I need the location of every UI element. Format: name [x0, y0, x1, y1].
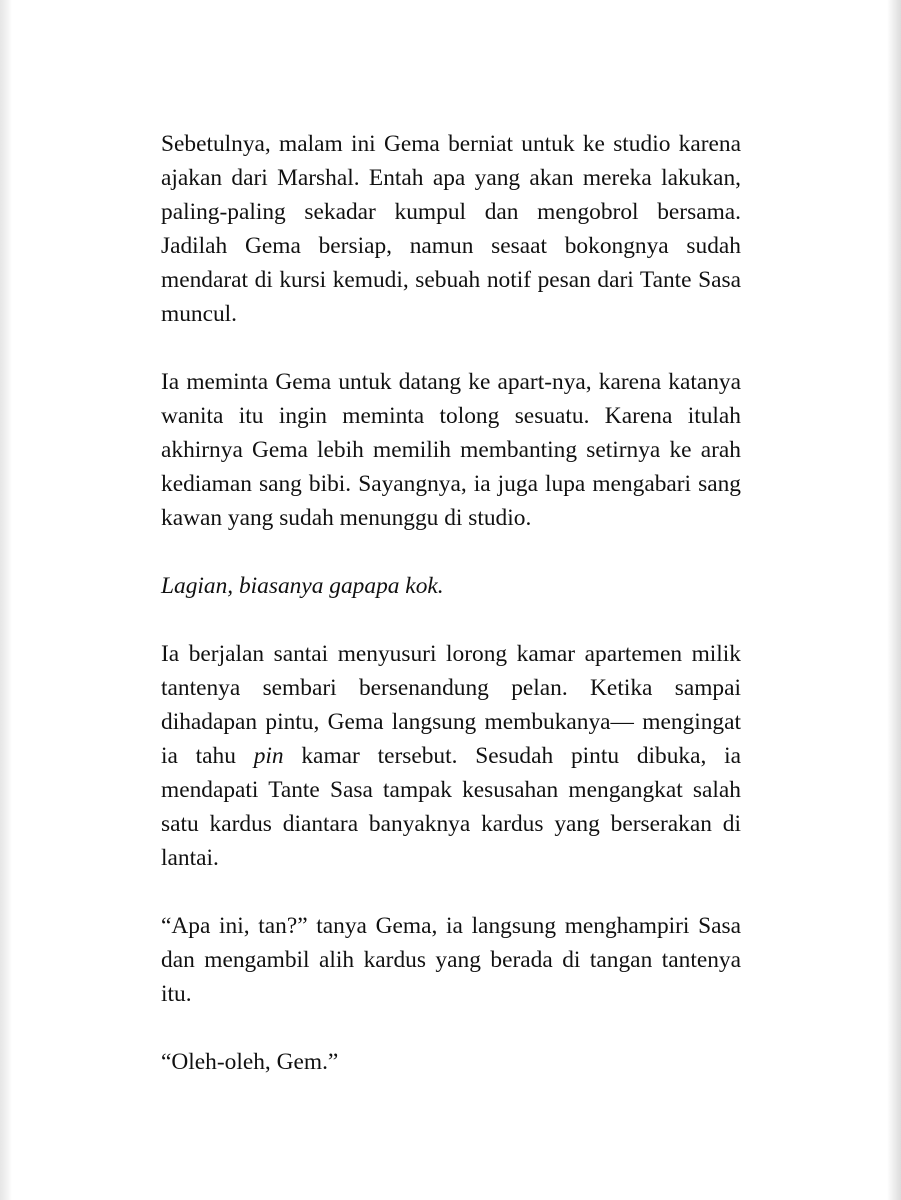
- paragraph-2: Ia meminta Gema untuk datang ke apart-nya, karena katanya wanita itu ingin meminta tolong sesuatu. Karena itulah akhirnya Gema lebih memilih membanting setirnya ke arah kediaman sang bibi. Sayangnya, ia juga lupa mengabari sang kawan yang sudah menunggu di studio.: [161, 369, 741, 531]
- page-edge-left: [0, 0, 12, 1200]
- paragraph-4: [161, 637, 741, 875]
- paragraph-3-italic: Lagian, biasanya gapapa kok.: [161, 573, 444, 599]
- paragraph-4-text-after: kamar tersebut. Sesudah pintu dibuka, ia mendapati Tante Sasa tampak kesusahan mengangkat salah satu kardus diantara banyaknya kardus yang berserakan di lantai.: [161, 743, 741, 871]
- paragraph-1: Sebetulnya, malam ini Gema berniat untuk ke studio karena ajakan dari Marshal. Entah apa yang akan mereka lakukan, paling-paling sekadar kumpul dan mengobrol bersama. Jadilah Gema bersiap, namun sesaat bokongnya sudah mendarat di kursi kemudi, sebuah notif pesan dari Tante Sasa muncul.: [161, 131, 741, 327]
- paragraph-4-italic-word: pin: [253, 743, 284, 769]
- paragraph-5: “Apa ini, tan?” tanya Gema, ia langsung menghampiri Sasa dan mengambil alih kardus yang berada di tangan tantenya itu.: [161, 913, 741, 1007]
- paragraph-4-text-before: Ia berjalan santai menyusuri lorong kamar apartemen milik tantenya sembari bersenandung pelan. Ketika sampai dihadapan pintu, Gema langsung membukanya— mengingat ia tahu: [161, 641, 741, 769]
- paragraph-6: “Oleh-oleh, Gem.”: [161, 1049, 339, 1075]
- page-edge-right: [887, 0, 901, 1200]
- document-page: [161, 127, 741, 1113]
